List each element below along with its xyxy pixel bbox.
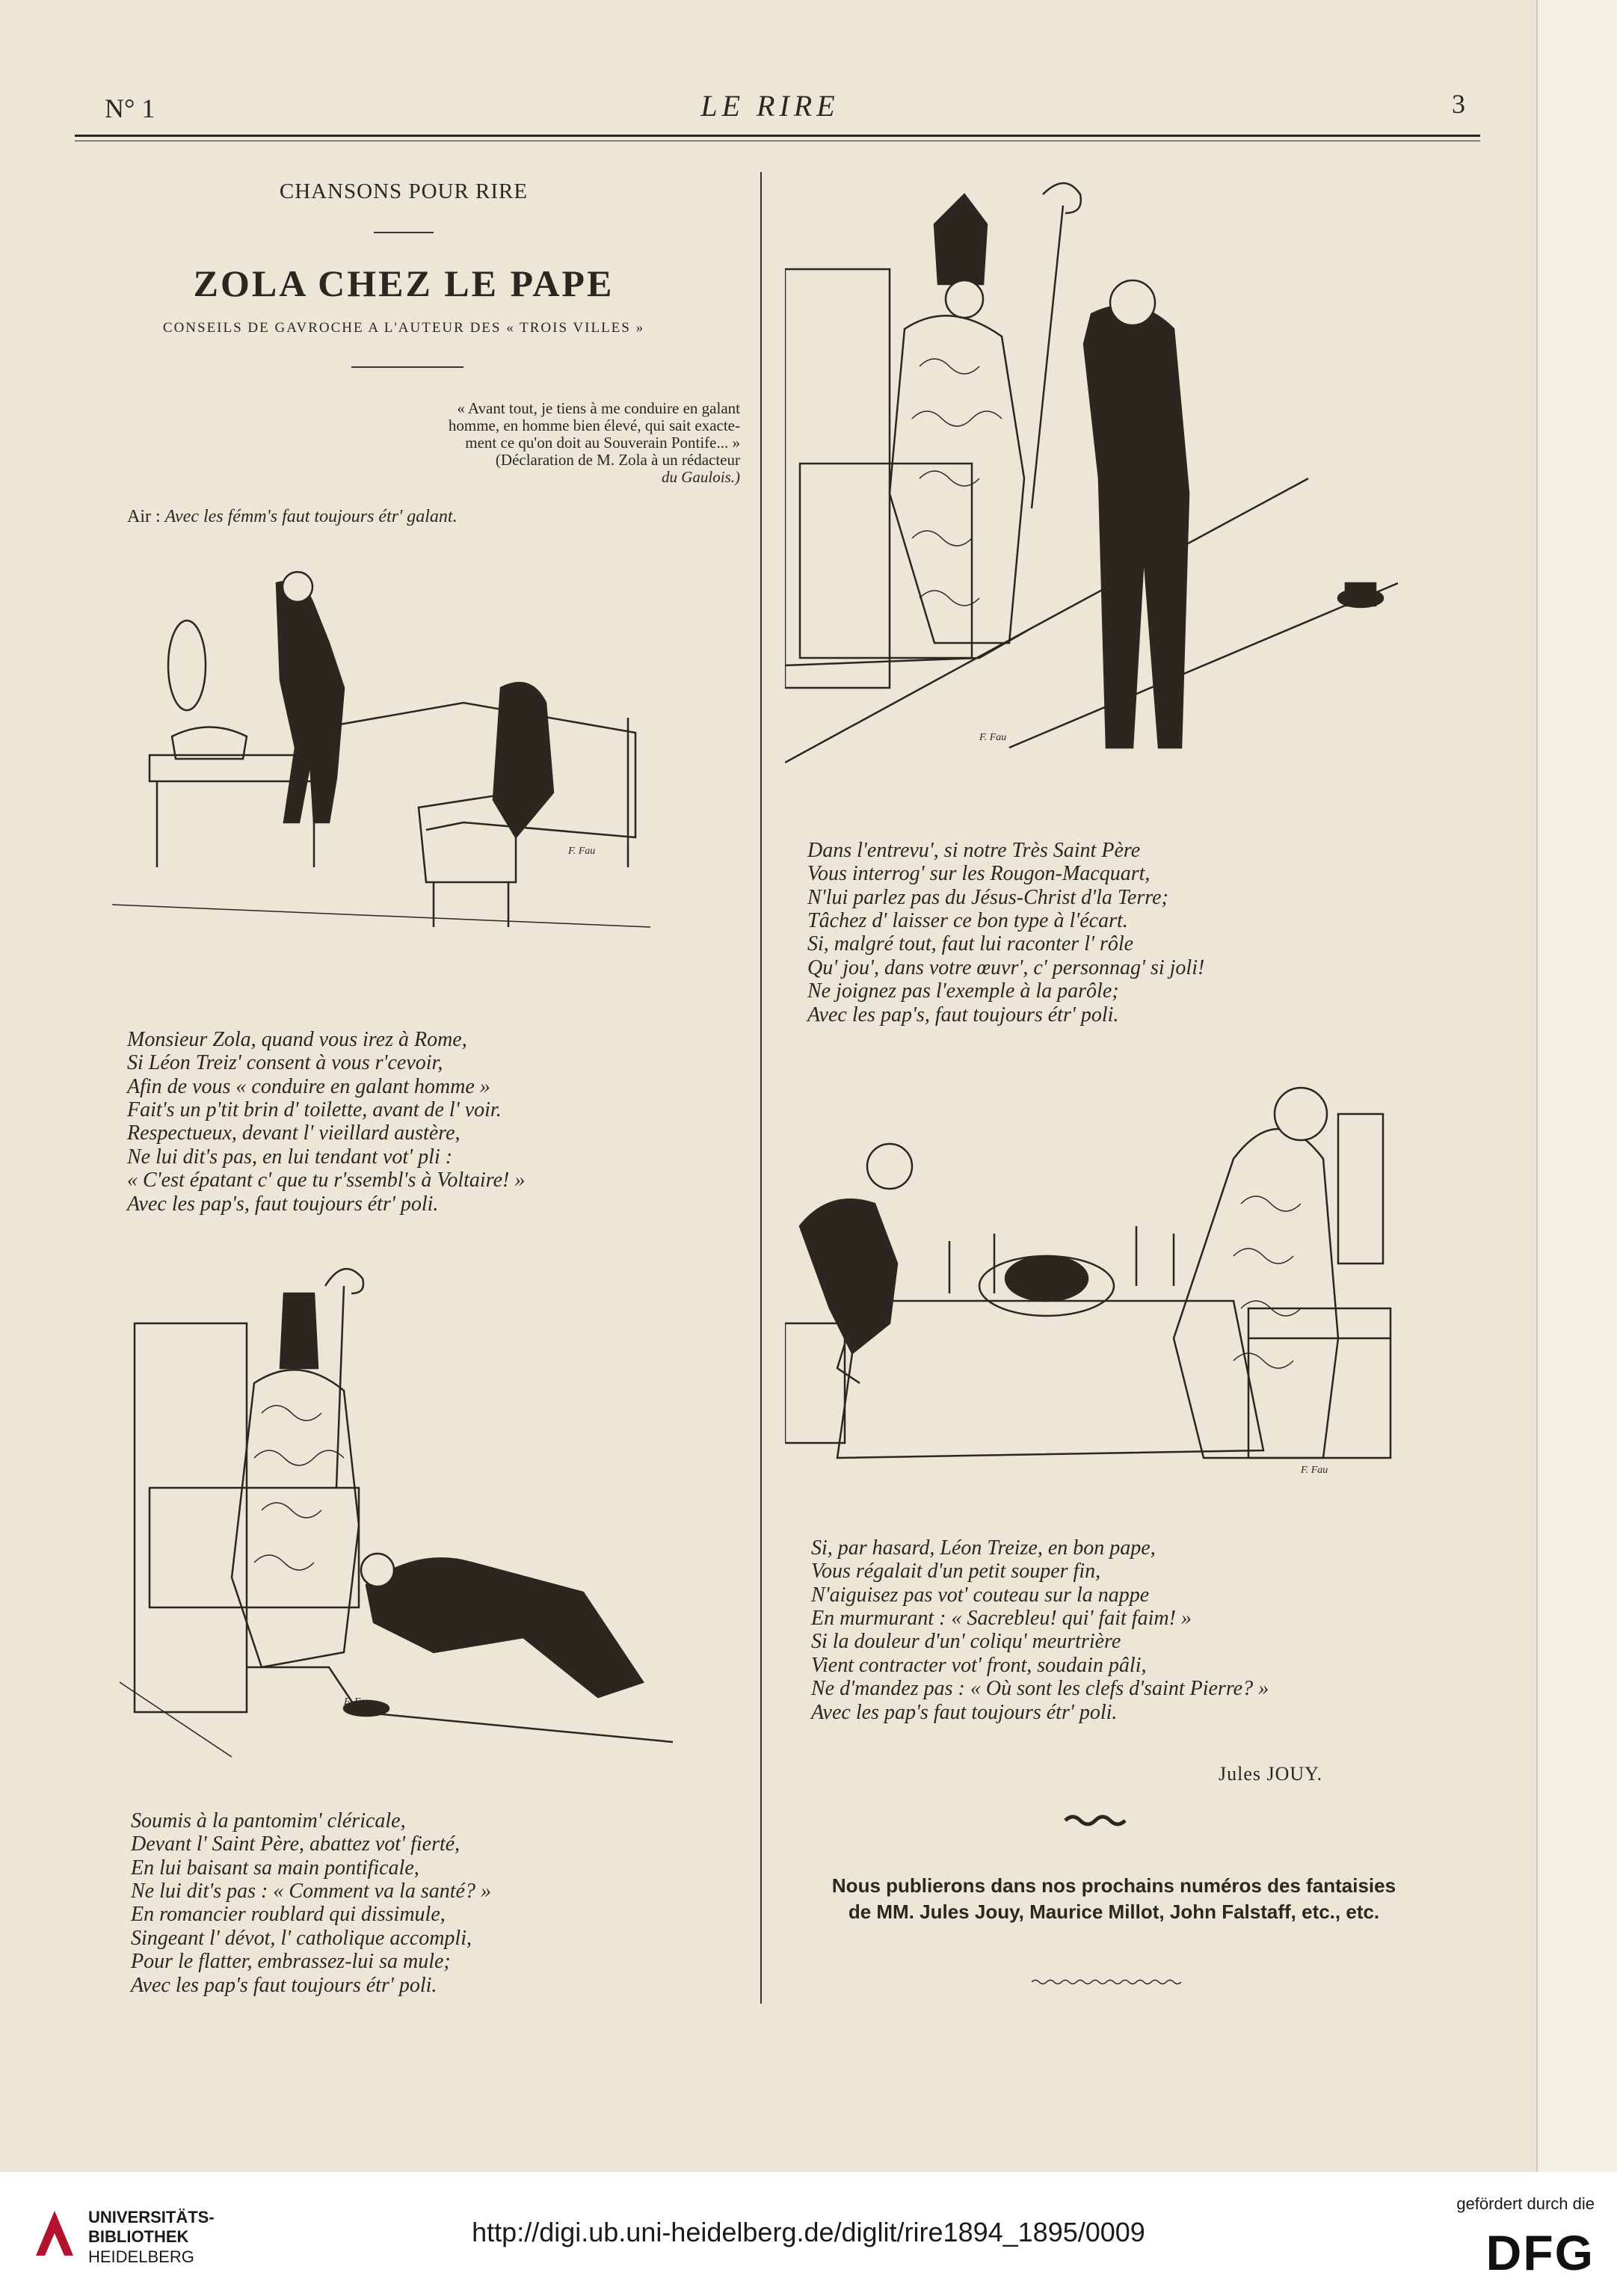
verse-line: En romancier roublard qui dissimule,: [131, 1903, 446, 1927]
verse-line: Singeant l' dévot, l' catholique accompli,: [131, 1926, 472, 1950]
library-name-line: UNIVERSITÄTS-: [88, 2208, 215, 2226]
illustration-supper: [785, 1054, 1398, 1518]
ornament-rule: [374, 232, 434, 233]
verse-line: Vient contracter vot' front, soudain pâli,: [811, 1653, 1147, 1677]
header-rule: [75, 135, 1480, 137]
verse-line: Ne joignez pas l'exemple à la parôle;: [807, 979, 1119, 1003]
verse-line: Vous régalait d'un petit souper fin,: [811, 1560, 1101, 1583]
verse-line: Afin de vous « conduire en galant homme »: [127, 1074, 490, 1098]
verse-line: Soumis à la pantomim' cléricale,: [131, 1809, 406, 1832]
verse-line: Fait's un p'tit brin d' toilette, avant de l' voir.: [127, 1098, 502, 1122]
verse-line: Si Léon Treiz' consent à vous r'cevoir,: [127, 1051, 443, 1075]
digitization-footer: [0, 2172, 1617, 2296]
verse-line: Respectueux, devant l' vieillard austère,: [127, 1121, 461, 1145]
masthead-title: LE RIRE: [700, 89, 840, 123]
author-signature: Jules JOUY.: [1219, 1763, 1323, 1785]
verse-line: Avec les pap's, faut toujours étr' poli.: [127, 1192, 439, 1216]
section-title: CHANSONS POUR RIRE: [279, 179, 529, 203]
epigraph-source: du Gaulois.): [662, 468, 740, 487]
verse-line: Si la douleur d'un' coliqu' meurtrière: [811, 1630, 1121, 1654]
column-divider: [760, 172, 762, 2004]
stanza-4: [811, 1536, 1269, 1724]
verse-line: « C'est épatant c' que tu r'ssembl's à Voltaire! »: [127, 1169, 526, 1192]
dfg-logo: DFG: [1485, 2225, 1595, 2280]
ornament-rule-bottom: [1032, 1978, 1181, 1986]
stanza-1: [127, 1028, 525, 1216]
source-url[interactable]: http://digi.ub.uni-heidelberg.de/diglit/rire1894_1895/0009: [472, 2217, 1145, 2247]
library-name-line: BIBLIOTHEK: [88, 2227, 189, 2247]
verse-line: Pour le flatter, embrassez-lui sa mule;: [131, 1950, 451, 1974]
notice-line: Nous publierons dans nos prochains numéros des fantaisies: [831, 1874, 1396, 1897]
epigraph-line: homme, en homme bien élevé, qui sait exacte-: [448, 416, 740, 435]
verse-line: Monsieur Zola, quand vous irez à Rome,: [127, 1028, 467, 1051]
tune-label: Air :: [127, 507, 161, 526]
page-header: [75, 88, 1465, 126]
verse-line: Si, malgré tout, faut lui raconter l' rôle: [807, 932, 1134, 956]
artist-signature: F. Fau: [979, 732, 1007, 743]
illustration-kissing-mule: [120, 1264, 673, 1772]
tune-line: [127, 507, 688, 527]
verse-line: Avec les pap's faut toujours étr' poli.: [131, 1973, 437, 1997]
epigraph-line: « Avant tout, je tiens à me conduire en galant: [457, 399, 740, 417]
verse-line: Si, par hasard, Léon Treize, en bon pape,: [811, 1536, 1156, 1560]
stanza-3: [807, 839, 1204, 1027]
illustration-pope-audience: [785, 179, 1398, 792]
verse-line: Vous interrog' sur les Rougon-Macquart,: [807, 862, 1151, 886]
tune-name: Avec les fémm's faut toujours étr' galant.: [164, 507, 458, 526]
stanza-2: [131, 1809, 491, 1997]
epigraph-line: ment ce qu'on doit au Souverain Pontife... »: [465, 434, 740, 452]
ornament-flourish: [1062, 1813, 1129, 1828]
article-headline: ZOLA CHEZ LE PAPE: [193, 262, 615, 304]
verse-line: Ne lui dit's pas : « Comment va la santé? »: [131, 1880, 491, 1903]
verse-line: En murmurant : « Sacrebleu! qui' fait faim! »: [811, 1607, 1192, 1631]
issue-number: N° 1: [105, 93, 155, 123]
verse-line: Ne d'mandez pas : « Où sont les clefs d'saint Pierre? »: [811, 1677, 1269, 1701]
funded-by-label: gefördert durch die: [1456, 2194, 1595, 2213]
verse-line: Devant l' Saint Père, abattez vot' fierté,: [131, 1832, 461, 1856]
epigraph-source: (Déclaration de M. Zola à un rédacteur: [495, 451, 740, 470]
verse-line: N'lui parlez pas du Jésus-Christ d'la Terre;: [807, 885, 1168, 909]
artist-signature: F. Fau: [344, 1696, 372, 1708]
artist-signature: F. Fau: [1301, 1465, 1328, 1476]
verse-line: Tâchez d' laisser ce bon type à l'écart.: [807, 909, 1128, 933]
verse-line: Avec les pap's, faut toujours étr' poli.: [807, 1003, 1119, 1027]
notice-line: de MM. Jules Jouy, Maurice Millot, John Falstaff, etc., etc.: [848, 1900, 1380, 1924]
artist-signature: F. Fau: [568, 846, 596, 857]
library-name-line: HEIDELBERG: [88, 2247, 194, 2266]
epigraph: [351, 400, 740, 486]
verse-line: Qu' jou', dans votre œuvr', c' personnag' si joli!: [807, 955, 1205, 979]
verse-line: Ne lui dit's pas, en lui tendant vot' pli :: [127, 1145, 453, 1169]
illustration-zola-dressing: [112, 553, 650, 942]
publication-notice: [777, 1873, 1450, 1925]
verse-line: En lui baisant sa main pontificale,: [131, 1856, 419, 1880]
ornament-rule: [351, 366, 463, 368]
verse-line: N'aiguisez pas vot' couteau sur la nappe: [811, 1583, 1150, 1607]
verse-line: Dans l'entrevu', si notre Très Saint Père: [807, 839, 1141, 862]
article-subhead: CONSEILS DE GAVROCHE A L'AUTEUR DES « TROIS VILLES »: [162, 320, 645, 336]
verse-line: Avec les pap's faut toujours étr' poli.: [811, 1700, 1118, 1724]
page-number: 3: [1452, 89, 1465, 119]
